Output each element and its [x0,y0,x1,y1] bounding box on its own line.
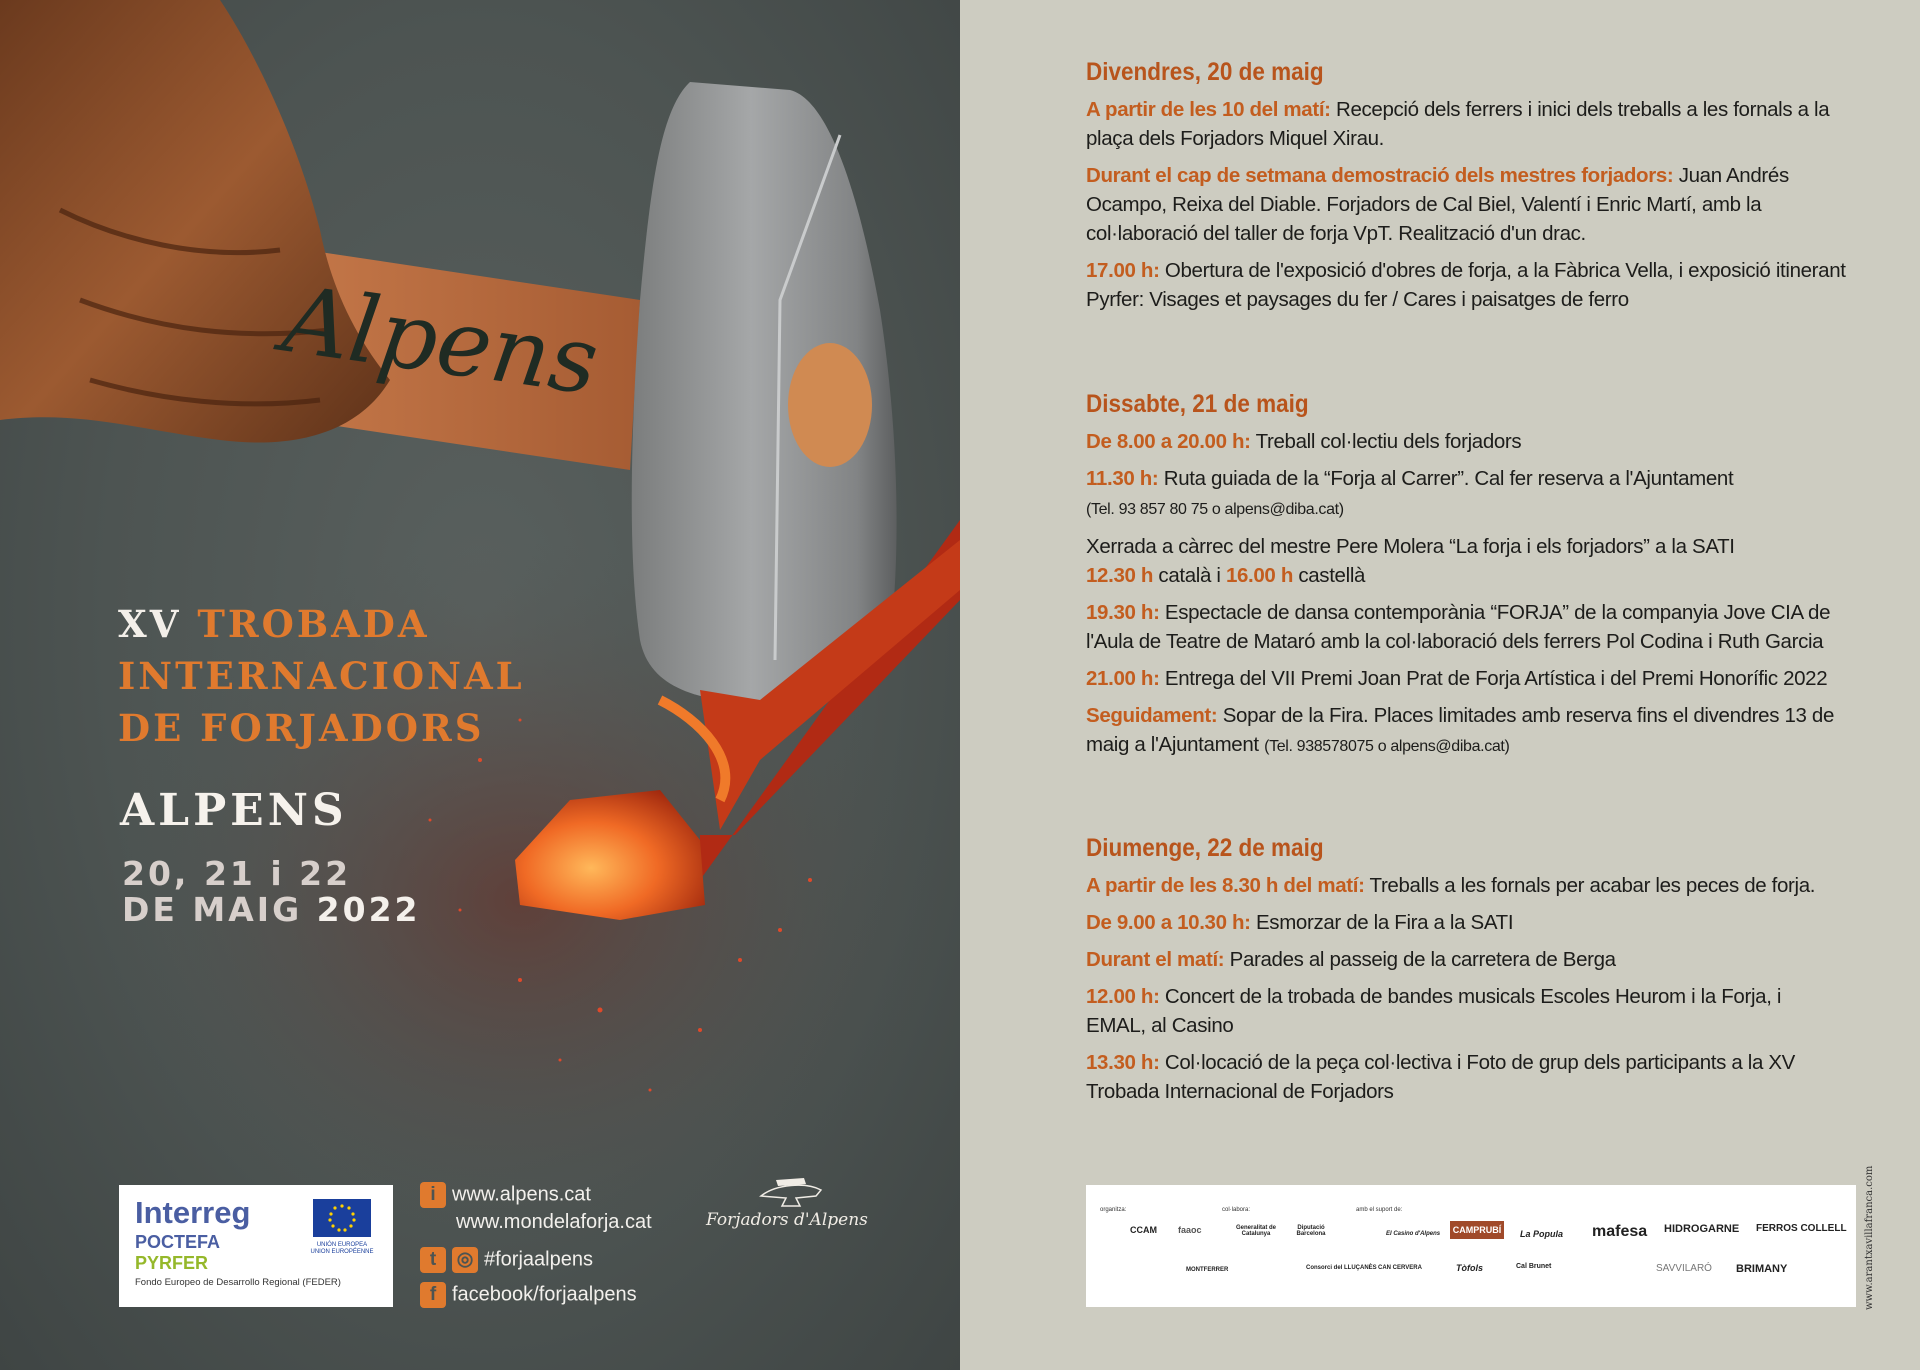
sponsor-logo: CAMPRUBÍ [1450,1221,1504,1239]
interreg-project: PYRFER [135,1253,209,1273]
forjadors-logo-text: Forjadors d'Alpens [706,1210,868,1230]
sponsor-logo: Diputació Barcelona [1296,1225,1326,1237]
sponsor-logo: Tòfols [1456,1263,1483,1273]
sponsors-caption-col-labora: col·labora: [1222,1207,1251,1213]
sponsor-logo: faaoc [1178,1225,1202,1235]
day-friday [1086,58,1846,322]
sponsor-logo: CCAM [1130,1225,1157,1235]
sponsor-logo: HIDROGARNE [1664,1223,1740,1235]
instagram-icon[interactable]: ◎ [452,1247,478,1273]
day-title: Diumenge, 22 de maig [1086,834,1324,862]
designer-credit[interactable]: www.arantxavillafranca.com [1864,1165,1875,1310]
schedule-item: Durant el matí: Parades al passeig de la carretera de Berga [1086,948,1616,971]
hammer-anvil-logo-icon [756,1176,826,1208]
schedule-item: Xerrada a càrrec del mestre Pere Molera “La forja i els forjadors” a la SATI 12.30 h català i 16.00 h castellà [1086,535,1735,587]
interreg-program: POCTEFA [135,1232,221,1252]
facebook-icon[interactable]: f [420,1282,446,1308]
sponsor-logo: BRIMANY [1736,1263,1788,1275]
sponsor-logo: Consorci del LLUÇANÈS [1306,1265,1377,1271]
program-panel [960,0,1920,1370]
schedule-item: 11.30 h: Ruta guiada de la “Forja al Carrer”. Cal fer reserva a l'Ajuntament (Tel. 93 857 80 75 o alpens@diba.cat) [1086,467,1734,518]
title-line1: TROBADA [197,602,430,646]
day-sunday [1086,834,1846,1114]
sponsor-logo: SAVVILARÓ [1656,1263,1712,1274]
contact-web [420,1182,591,1208]
contact-social [420,1247,593,1273]
sponsor-logo: Cal Brunet [1516,1263,1552,1270]
sponsors-strip [1086,1185,1856,1307]
hashtag-text: #forjaalpens [484,1248,593,1271]
schedule-item: De 9.00 a 10.30 h: Esmorzar de la Fira a la SATI [1086,911,1514,934]
sponsors-caption-suport: amb el suport de: [1356,1207,1403,1213]
sponsor-logo: Generalitat de Catalunya [1235,1225,1276,1237]
sponsor-logo: La Popula [1520,1229,1564,1239]
website-link[interactable]: www.alpens.cat [452,1183,591,1206]
alpens-logotype: Alpens [276,265,605,416]
schedule-item: Durant el cap de setmana demostració dels mestres forjadors: Juan Andrés Ocampo, Reixa del Diable. Forjadors de Cal Biel, Valentí i Enric Martí, amb la col·laboració del taller de forja VpT. Realització d'un drac. [1086,164,1789,245]
schedule-item: Seguidament: Sopar de la Fira. Places limitades amb reserva fins el divendres 13 de maig a l'Ajuntament (Tel. 938578075 o alpens@diba.cat) [1086,704,1835,756]
schedule-item: A partir de les 8.30 h del matí: Treballs a les fornals per acabar les peces de forja. [1086,874,1816,897]
schedule-item: 13.30 h: Col·locació de la peça col·lectiva i Foto de grup dels participants a la XV Trobada Internacional de Forjadors [1086,1051,1795,1103]
interreg-logo-box [119,1185,393,1307]
facebook-link[interactable]: facebook/forjaalpens [452,1283,637,1306]
schedule-item: 21.00 h: Entrega del VII Premi Joan Prat de Forja Artística i del Premi Honorífic 2022 [1086,667,1828,690]
sponsor-logo: FERROS COLLELL [1756,1223,1847,1234]
title-line3: DE FORJADORS [118,706,485,750]
sponsor-logo: mafesa [1592,1223,1648,1240]
schedule-item: De 8.00 a 20.00 h: Treball col·lectiu dels forjadors [1086,430,1522,453]
info-icon: i [420,1182,446,1208]
day-title: Dissabte, 21 de maig [1086,390,1309,418]
dates-days: 20, 21 i 22 [122,854,352,893]
title-edition: XV [118,602,182,646]
sponsors-caption-organitza: organitza: [1100,1207,1127,1213]
schedule-item: 12.00 h: Concert de la trobada de bandes musicals Escoles Heurom i la Forja, i EMAL, al Casino [1086,985,1782,1037]
sponsor-logo: CAN CERVERA [1378,1265,1422,1271]
schedule-item: 19.30 h: Espectacle de dansa contemporània “FORJA” de la companyia Jove CIA de l'Aula de Teatre de Mataró amb la col·laboració dels ferrers Pol Codina i Ruth Garcia [1086,601,1831,653]
interreg-fund: Fondo Europeo de Desarrollo Regional (FEDER) [135,1277,341,1288]
schedule-item: A partir de les 10 del matí: Recepció dels ferrers i inici dels treballs a les fornals a la plaça dels Forjadors Miquel Xirau. [1086,98,1830,150]
contact-web2 [456,1211,652,1234]
day-title: Divendres, 20 de maig [1086,58,1324,86]
interreg-brand: Interreg [135,1195,251,1230]
contact-facebook [420,1282,637,1308]
eu-label: UNIÓN EUROPEA UNION EUROPÉENNE [310,1242,374,1255]
day-saturday [1086,390,1846,769]
sponsor-logo: El Casino d'Alpens [1386,1231,1441,1237]
event-dates [122,856,421,928]
eu-flag-icon [313,1199,371,1237]
title-line2: INTERNACIONAL [118,654,525,698]
event-town: ALPENS [120,785,348,836]
event-title [118,598,525,754]
website2-link[interactable]: www.mondelaforja.cat [456,1211,652,1233]
dates-month: DE MAIG [122,890,303,929]
twitter-icon[interactable]: t [420,1247,446,1273]
schedule-item: 17.00 h: Obertura de l'exposició d'obres de forja, a la Fàbrica Vella, i exposició itinerant Pyrfer: Visages et paysages du fer / Cares i paisatges de ferro [1086,259,1846,311]
sponsor-logo: MONTFERRER [1186,1267,1229,1273]
dates-year: 2022 [316,890,421,929]
